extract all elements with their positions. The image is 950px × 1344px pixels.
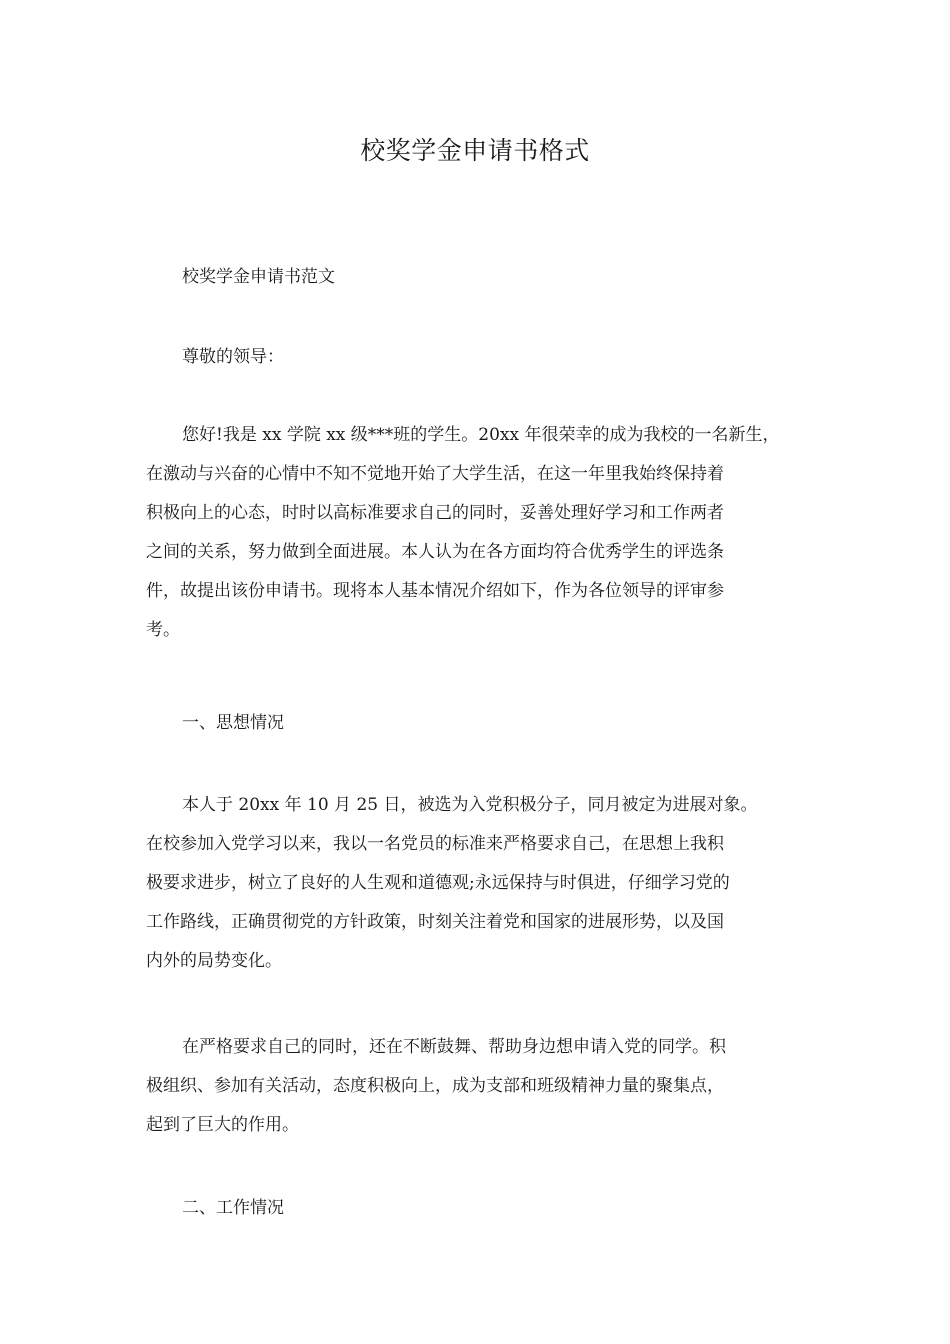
paragraph-line: 极要求进步，树立了良好的人生观和道德观;永远保持与时俱进，仔细学习党的 bbox=[146, 873, 730, 893]
paragraph-line: 在激动与兴奋的心情中不知不觉地开始了大学生活，在这一年里我始终保持着 bbox=[146, 464, 724, 484]
paragraph-line: 积极向上的心态，时时以高标准要求自己的同时，妥善处理好学习和工作两者 bbox=[146, 503, 724, 523]
paragraph-line: 考。 bbox=[146, 620, 180, 640]
section1-paragraph-1 bbox=[146, 786, 808, 981]
paragraph-line: 本人于 20xx 年 10 月 25 日，被选为入党积极分子，同月被定为进展对象。 bbox=[182, 795, 758, 815]
paragraph-line: 工作路线，正确贯彻党的方针政策，时刻关注着党和国家的进展形势，以及国 bbox=[146, 912, 724, 932]
document-title: 校奖学金申请书格式 bbox=[360, 136, 590, 165]
paragraph-line: 极组织、参加有关活动，态度积极向上，成为支部和班级精神力量的聚集点， bbox=[146, 1076, 724, 1096]
paragraph-line: 您好!我是 xx 学院 xx 级***班的学生。20xx 年很荣幸的成为我校的一名新生， bbox=[182, 425, 780, 445]
intro-paragraph bbox=[146, 416, 808, 650]
paragraph-line: 件，故提出该份申请书。现将本人基本情况介绍如下，作为各位领导的评审参 bbox=[146, 581, 724, 601]
paragraph-line: 在校参加入党学习以来，我以一名党员的标准来严格要求自己，在思想上我积 bbox=[146, 834, 724, 854]
section-heading-thought: 一、思想情况 bbox=[182, 713, 284, 733]
section1-paragraph-2 bbox=[146, 1028, 808, 1145]
paragraph-line: 在严格要求自己的同时，还在不断鼓舞、帮助身边想申请入党的同学。积 bbox=[182, 1037, 726, 1057]
paragraph-line: 起到了巨大的作用。 bbox=[146, 1115, 299, 1135]
section-heading-work: 二、工作情况 bbox=[182, 1198, 284, 1218]
paragraph-line: 内外的局势变化。 bbox=[146, 951, 282, 971]
salutation: 尊敬的领导： bbox=[182, 347, 284, 367]
document-subtitle: 校奖学金申请书范文 bbox=[182, 267, 335, 287]
paragraph-line: 之间的关系，努力做到全面进展。本人认为在各方面均符合优秀学生的评选条 bbox=[146, 542, 724, 562]
